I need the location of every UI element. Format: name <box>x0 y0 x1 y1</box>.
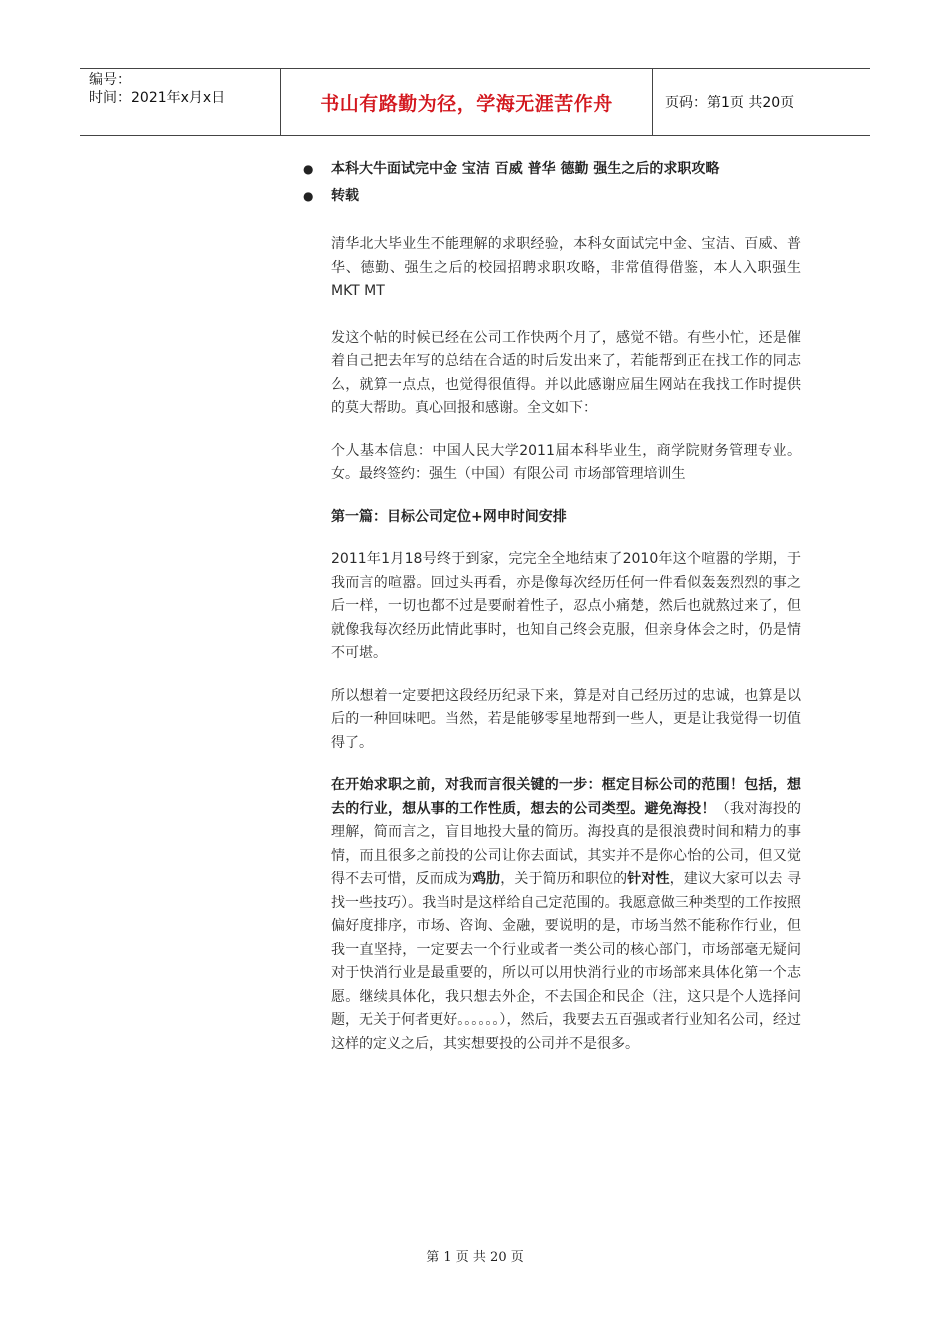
header-motto: 书山有路勤为径，学海无涯苦作舟 <box>281 69 653 135</box>
article-body <box>303 156 802 1056</box>
bullet-dot-icon: ● <box>303 189 314 203</box>
emphasis-chicken-rib: 鸡肋 <box>472 871 501 887</box>
key-step-bold: 在开始求职之前，对我而言很关键的一步：框定目标公司的范围！包括，想去的行业，想从事的工作性质，想去的公司类型。避免海投！ <box>331 777 801 817</box>
paragraph-text: （我对海投的理解，简而言之，盲目地投大量的简历。海投真的是很浪费时间和精力的事情，而且很多之前投的公司让你去面试，其实并不是你心怡的公司，但又觉得不去可惜，反而成为 <box>331 800 801 887</box>
emphasis-pertinence: 针对性 <box>627 871 670 887</box>
document-code-label: 编号： <box>89 72 131 88</box>
bullet-dot-icon: ● <box>303 162 314 176</box>
paragraph-homecoming: 2011年1月18号终于到家，完完全全地结束了2010年这个喧嚣的学期，于我而言的喧嚣。回过头再看，亦是像每次经历任何一件看似轰轰烈烈的事之后一样，一切也都不过是要耐着性子，忍点小痛楚，然后也就熬过来了，但就像我每次经历此情此事时，也知自己终会克服，但亲身体会之时，仍是情不可堪。 <box>331 551 801 661</box>
repost-label: 转载 <box>331 188 359 204</box>
header-page-info: 页码：第1页 共20页 <box>665 95 795 111</box>
bullet-item <box>303 183 801 210</box>
paragraph-posting-note: 发这个帖的时候已经在公司工作快两个月了，感觉不错。有些小忙，还是催着自己把去年写的总结在合适的时后发出来了，若能帮到正在找工作的同志么，就算一点点，也觉得很值得。并以此感谢应届生网站在我找工作时提供的莫大帮助。真心回报和感谢。全文如下： <box>331 329 801 416</box>
personal-info-paragraph: 个人基本信息：中国人民大学2011届本科毕业生，商学院财务管理专业。女。最终签约：强生（中国）有限公司 市场部管理培训生 <box>331 442 801 482</box>
paragraph-text: ，建议大家可以去 寻找一些技巧）。我当时是这样给自己定范围的。我愿意做三种类型的工作按照偏好度排序，市场、咨询、金融，要说明的是，市场当然不能称作行业，但我一直坚持，一定要去一个行业或者一类公司的核心部门，市场部毫无疑问对于快消行业是最重要的，所以可以用快消行业的市场部来具体化第一个志愿。继续具体化，我只想去外企，不去国企和民企（注，这只是个人选择问题，无关于何者更好。。。。。。），然后，我要去五百强或者行业知名公司，经过这样的定义之后，其实想要投的公司并不是很多。 <box>331 871 802 1052</box>
document-header <box>80 68 870 136</box>
title-bullet-list <box>303 156 801 210</box>
intro-paragraph: 清华北大毕业生不能理解的求职经验，本科女面试完中金、宝洁、百威、普华、德勤、强生之后的校园招聘求职攻略，非常值得借鉴，本人入职强生 MKT MT <box>331 236 801 299</box>
document-date: 时间：2021年x月x日 <box>89 90 226 106</box>
header-meta <box>80 69 281 135</box>
page-footer: 第 1 页 共 20 页 <box>426 1250 524 1265</box>
bullet-item <box>303 156 801 183</box>
article-title: 本科大牛面试完中金 宝洁 百威 普华 德勤 强生之后的求职攻略 <box>331 161 720 177</box>
paragraph-target-scope <box>331 774 801 1056</box>
chapter-heading: 第一篇：目标公司定位+网申时间安排 <box>331 508 567 525</box>
paragraph-text: ，关于简历和职位的 <box>500 871 628 887</box>
paragraph-record-reason: 所以想着一定要把这段经历纪录下来，算是对自己经历过的忠诚，也算是以后的一种回味吧。当然，若是能够零星地帮到一些人，更是让我觉得一切值得了。 <box>331 687 801 751</box>
